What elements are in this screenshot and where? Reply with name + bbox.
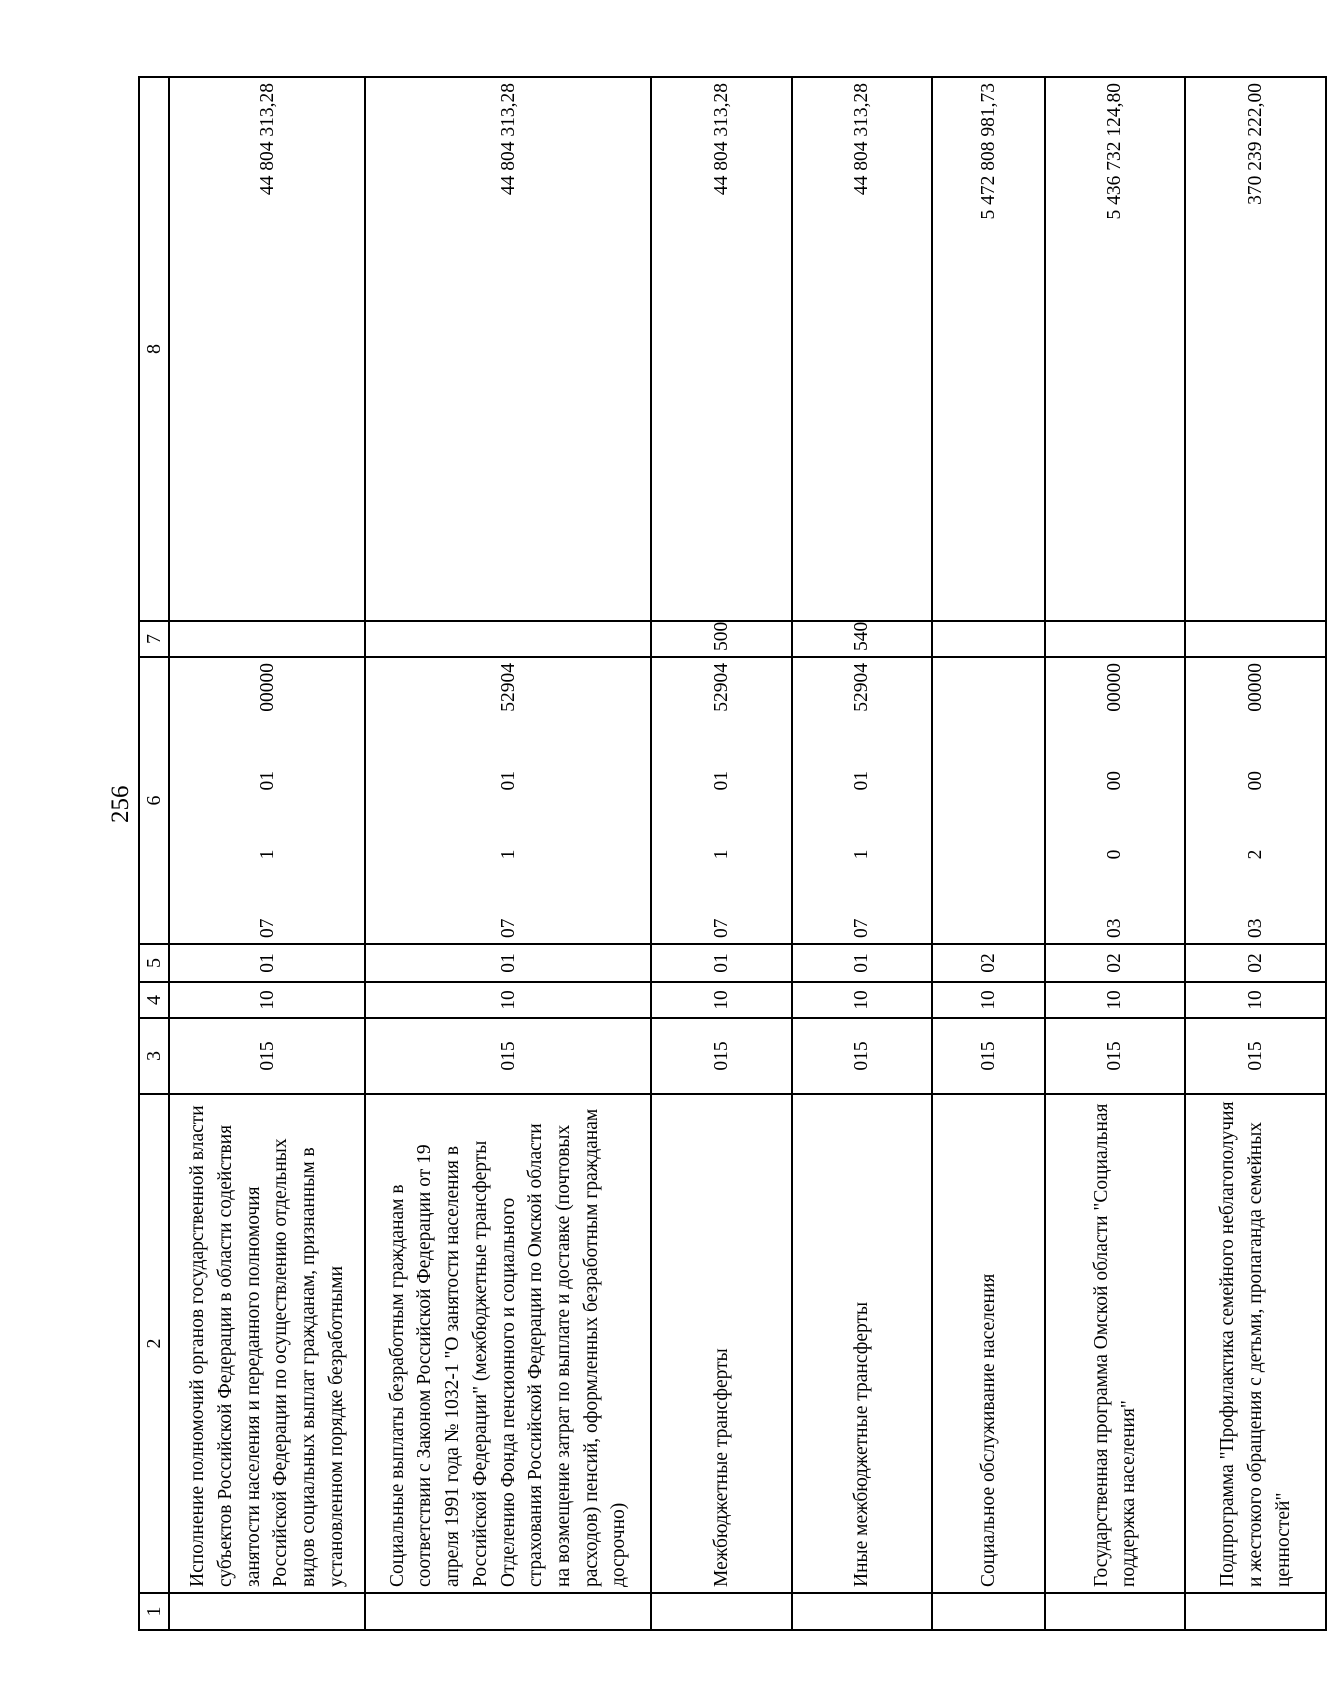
amount-cell: 44 804 313,28: [365, 77, 651, 621]
header-cell: 2: [139, 1094, 169, 1593]
budget-table: [138, 76, 1327, 1631]
target-article-part: 07: [710, 918, 732, 938]
target-article-part: 01: [851, 770, 873, 791]
subsection-cell: 02: [1185, 944, 1325, 982]
section-cell: 10: [365, 982, 651, 1018]
row-number-cell: [1185, 1593, 1325, 1630]
expense-type-cell: 500: [651, 621, 791, 657]
table-row: [1045, 77, 1185, 1630]
expense-type-cell: [169, 621, 365, 657]
section-cell: 10: [792, 982, 932, 1018]
target-article-part: 00000: [1244, 663, 1266, 712]
section-cell: 10: [169, 982, 365, 1018]
expense-type-cell: [932, 621, 1045, 657]
row-number-cell: [932, 1593, 1045, 1630]
target-article-cell: [792, 657, 932, 944]
target-article-part: 1: [256, 849, 278, 860]
row-name-cell: Государственная программа Омской области "Социальная поддержка населения": [1045, 1094, 1185, 1593]
target-article-part: 03: [1244, 918, 1266, 938]
row-name-cell: Социальное обслуживание населения: [932, 1094, 1045, 1593]
target-article-part: 1: [710, 849, 732, 860]
header-cell: 3: [139, 1018, 169, 1094]
target-article-part: 0: [1104, 849, 1126, 860]
amount-cell: 44 804 313,28: [651, 77, 791, 621]
target-article-part: 00000: [1104, 663, 1126, 712]
target-article-part: 00: [1104, 770, 1126, 791]
target-article-cell: [1185, 657, 1325, 944]
subsection-cell: 02: [932, 944, 1045, 982]
code-cell: 015: [1045, 1018, 1185, 1094]
section-cell: 10: [1185, 982, 1325, 1018]
target-article-part: 07: [497, 918, 519, 938]
target-article-part: 01: [256, 770, 278, 791]
amount-cell: 5 436 732 124,80: [1045, 77, 1185, 621]
header-cell: 6: [139, 657, 169, 944]
row-number-cell: [792, 1593, 932, 1630]
target-article-part: 52904: [851, 663, 873, 712]
subsection-cell: 01: [651, 944, 791, 982]
target-article-part: 01: [497, 770, 519, 791]
target-article-part: 01: [710, 770, 732, 791]
table-row: [792, 77, 932, 1630]
row-number-cell: [365, 1593, 651, 1630]
target-article-part: 1: [497, 849, 519, 860]
expense-type-cell: [1185, 621, 1325, 657]
expense-type-cell: [1045, 621, 1185, 657]
table-row: [932, 77, 1045, 1630]
target-article-cell: [365, 657, 651, 944]
header-row: [139, 77, 169, 1630]
header-cell: 5: [139, 944, 169, 982]
amount-cell: 5 472 808 981,73: [932, 77, 1045, 621]
amount-cell: 370 239 222,00: [1185, 77, 1325, 621]
table-row: [651, 77, 791, 1630]
target-article-cell: [1045, 657, 1185, 944]
header-cell: 1: [139, 1593, 169, 1630]
section-cell: 10: [651, 982, 791, 1018]
target-article-part: 1: [851, 849, 873, 860]
row-number-cell: [169, 1593, 365, 1630]
code-cell: 015: [792, 1018, 932, 1094]
header-cell: 8: [139, 77, 169, 621]
table-row: [169, 77, 365, 1630]
expense-type-cell: [365, 621, 651, 657]
target-article-part: 2: [1244, 849, 1266, 860]
subsection-cell: 02: [1045, 944, 1185, 982]
target-article-part: 00: [1244, 770, 1266, 791]
page-number: 256: [107, 785, 134, 823]
code-cell: 015: [932, 1018, 1045, 1094]
table-row: [365, 77, 651, 1630]
target-article-part: 07: [256, 918, 278, 938]
row-name-cell: Иные межбюджетные трансферты: [792, 1094, 932, 1593]
row-name-cell: Социальные выплаты безработным гражданам в соответствии с Законом Российской Федерации от 19 апреля 1991 года № 1032-1 "О занятости населения в Российской Федерации" (межбюджетные трансферты Отделению Фонда пенсионного и социального страхования Российской Федерации по Омской области на возмещение затрат по выплате и доставке (почтовых расходов) пенсий, оформленных безработным гражданам досрочно): [365, 1094, 651, 1593]
amount-cell: 44 804 313,28: [169, 77, 365, 621]
target-article-part: 52904: [710, 663, 732, 712]
target-article-part: 03: [1104, 918, 1126, 938]
target-article-cell: [651, 657, 791, 944]
header-cell: 7: [139, 621, 169, 657]
target-article-part: 07: [851, 918, 873, 938]
row-name-cell: Исполнение полномочий органов государственной власти субъектов Российской Федерации в области содействия занятости населения и переданного полномочия Российской Федерации по осуществлению отдельных видов социальных выплат гражданам, признанным в установленном порядке безработными: [169, 1094, 365, 1593]
section-cell: 10: [932, 982, 1045, 1018]
header-cell: 4: [139, 982, 169, 1018]
code-cell: 015: [651, 1018, 791, 1094]
target-article-part: 52904: [497, 663, 519, 712]
target-article-cell: [932, 657, 1045, 944]
code-cell: 015: [365, 1018, 651, 1094]
section-cell: 10: [1045, 982, 1185, 1018]
row-number-cell: [1045, 1593, 1185, 1630]
subsection-cell: 01: [365, 944, 651, 982]
amount-cell: 44 804 313,28: [792, 77, 932, 621]
row-number-cell: [651, 1593, 791, 1630]
subsection-cell: 01: [169, 944, 365, 982]
expense-type-cell: 540: [792, 621, 932, 657]
code-cell: 015: [1185, 1018, 1325, 1094]
row-name-cell: Подпрограмма "Профилактика семейного неблагополучия и жестокого обращения с детьми, пропаганда семейных ценностей": [1185, 1094, 1325, 1593]
row-name-cell: Межбюджетные трансферты: [651, 1094, 791, 1593]
target-article-part: 00000: [256, 663, 278, 712]
table-row: [1185, 77, 1325, 1630]
subsection-cell: 01: [792, 944, 932, 982]
rotated-table-container: [138, 78, 1294, 1631]
code-cell: 015: [169, 1018, 365, 1094]
target-article-cell: [169, 657, 365, 944]
